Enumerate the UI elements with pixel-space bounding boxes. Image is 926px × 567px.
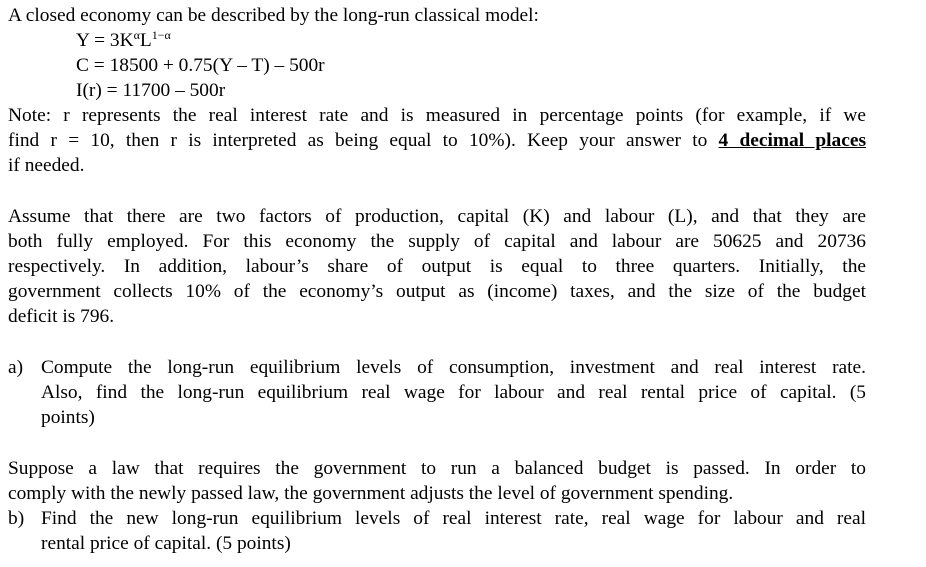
note-line-2 xyxy=(8,128,866,153)
law-line-2: comply with the newly passed law, the government adjusts the level of government spending. xyxy=(8,483,734,504)
investment-equation: I(r) = 11700 – 500r xyxy=(76,80,226,101)
production-equation xyxy=(76,28,171,53)
note-line-2-text: find r = 10, then r is interpreted as being equal to 10%). Keep your answer to xyxy=(8,130,719,151)
question-b-line-2: rental price of capital. (5 points) xyxy=(41,533,291,554)
question-a-marker: a) xyxy=(8,357,24,378)
question-a-line-1: Compute the long-run equilibrium levels of consumption, investment and real interest rate. xyxy=(41,357,866,378)
assumption-line-5: deficit is 796. xyxy=(8,306,115,327)
assumption-line-3: respectively. In addition, labour’s share of output is equal to three quarters. Initially, the xyxy=(8,256,866,277)
consumption-equation: C = 18500 + 0.75(Y – T) – 500r xyxy=(76,55,325,76)
law-line-1: Suppose a law that requires the government to run a balanced budget is passed. In order to xyxy=(8,458,866,479)
assumption-line-1: Assume that there are two factors of production, capital (K) and labour (L), and that they are xyxy=(8,206,866,227)
intro-line: A closed economy can be described by the long-run classical model: xyxy=(8,5,539,26)
decimal-places-emphasis: 4 decimal places xyxy=(718,130,866,151)
assumption-line-4: government collects 10% of the economy’s output as (income) taxes, and the size of the budget xyxy=(8,281,866,302)
question-b-marker: b) xyxy=(8,508,25,529)
question-a-line-3: points) xyxy=(41,407,95,428)
labour-symbol: L xyxy=(139,30,152,51)
note-line-1: Note: r represents the real interest rate and is measured in percentage points (for example, if we xyxy=(8,105,866,126)
alpha-exponent: α xyxy=(133,28,140,42)
production-lhs: Y = 3K xyxy=(76,30,134,51)
question-a-line-2: Also, find the long-run equilibrium real wage for labour and real rental price of capital. (5 xyxy=(41,382,866,403)
note-line-3: if needed. xyxy=(8,155,85,176)
question-b-line-1: Find the new long-run equilibrium levels of real interest rate, real wage for labour and real xyxy=(41,508,866,529)
assumption-line-2: both fully employed. For this economy the supply of capital and labour are 50625 and 20736 xyxy=(8,231,866,252)
labour-exponent: 1−α xyxy=(151,28,171,42)
